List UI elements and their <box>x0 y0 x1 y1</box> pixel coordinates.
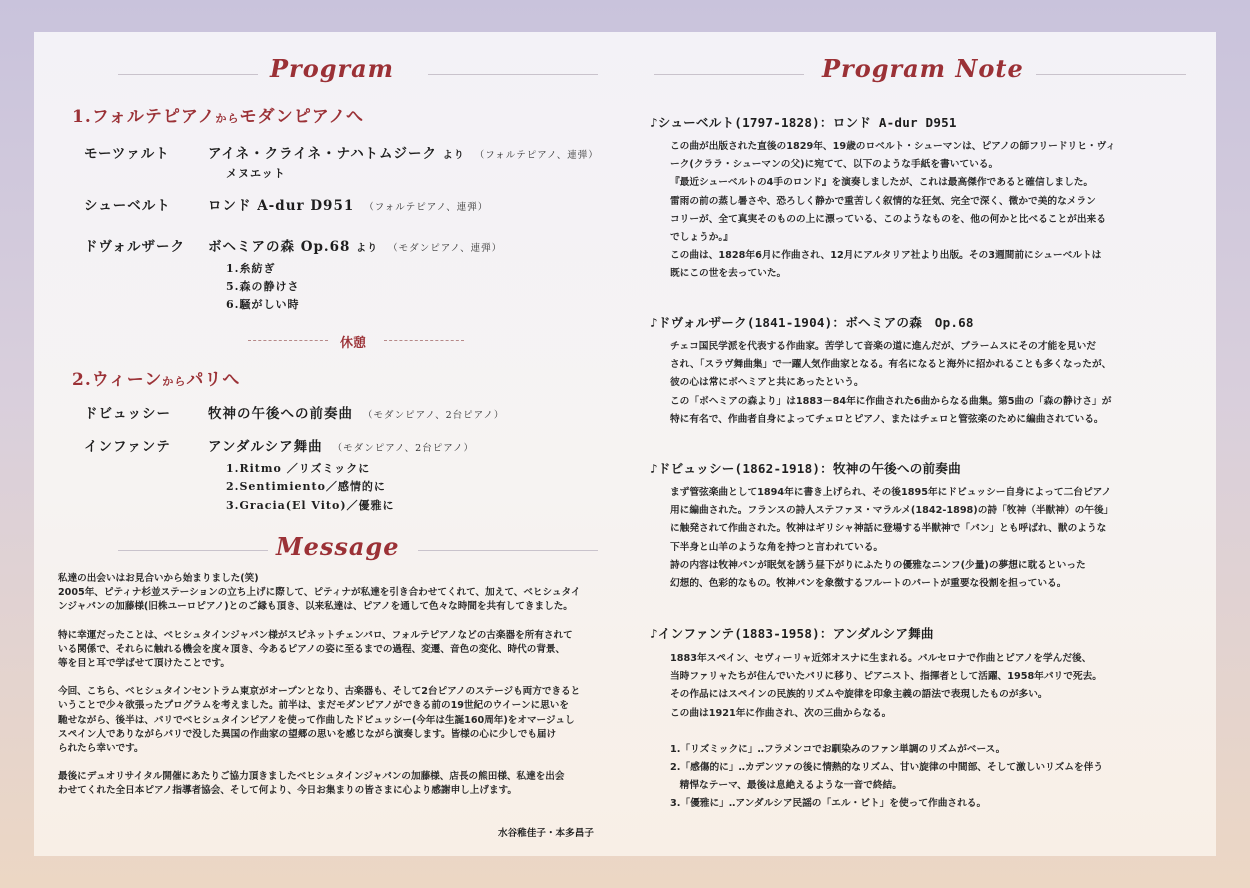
message-paragraph: 最後にデュオリサイタル開催にあたりご協力頂きましたベヒシュタインジャパンの加藤様、店長の熊田様、私達を出会 わせてくれた全日本ピアノ指導者協会、そして何より、今日お集まりの皆さまに心より感謝申し上げます。 <box>58 771 565 797</box>
note-body-schubert: この曲が出版された直後の1829年、19歳のロベルト・シューマンは、ピアノの師フリードリヒ・ヴィ ーク(クララ・シューマンの父)に宛てて、以下のような手紙を書いている。 『最近シューベルトの4手のロンド』を演奏しましたが、これは最高傑作であると確信しました。 雷雨の前の蒸し暑さや、恐ろしく静かで重苦しく叙情的な狂気、完全で深く、微かで美的なメラン コリーが、全て真実そのものの上に漂っている、このようなものを、他の何かと比べることが出来る でしょうか。』 この曲は、1828年6月に作曲され、12月にアルタリア社より出版。その3週間前にシューベルトは 既にこの世を去っていた。 <box>670 141 1116 280</box>
composer-debussy: ドビュッシー <box>84 406 171 422</box>
left-column <box>58 32 613 839</box>
program-note-heading: Program Note <box>822 54 1024 83</box>
message-body <box>58 572 613 813</box>
composer-infante: インファンテ <box>84 439 171 455</box>
movement-item: 2.Sentimiento／感情的に <box>226 480 386 493</box>
work-mozart: アイネ・クライネ・ナハトムジーク より （フォルテピアノ、連弾） <box>208 146 599 162</box>
divider-line <box>654 74 804 75</box>
note-title-debussy: ♪ドビュッシー(1862-1918)：牧神の午後への前奏曲 <box>650 461 961 476</box>
message-header <box>58 520 613 560</box>
movement-item: メヌエット <box>226 167 286 180</box>
brochure-panel <box>34 32 1216 856</box>
work-dvorak: ボヘミアの森 Op.68 より （モダンピアノ、連弾） <box>208 239 503 255</box>
note-title-schubert: ♪シューベルト(1797-1828)：ロンド A-dur D951 <box>650 115 957 130</box>
work-schubert: ロンド A-dur D951 （フォルテピアノ、連弾） <box>208 198 489 214</box>
divider-line <box>1036 74 1186 75</box>
divider-line <box>248 340 328 341</box>
movement-item: 3.Gracia(El Vito)／優雅に <box>226 499 395 512</box>
message-paragraph: 今回、こちら、ベヒシュタインセントラム東京がオープンとなり、古楽器も、そして2台ピアノのステージも両方できると いうことで少々欲張ったプログラムを考えました。前半は、まだモダンピアノができる前の19世紀のウイーンに思いを 馳せながら、後半は、パリでベヒシュタインピアノを使って作曲したドビュッシー(今年は生誕160周年)をオマージュし スペイン人でありながらパリで没した異国の作曲家の望郷の思いを感じながら演奏します。皆様の心に少しでも届け られたら幸いです。 <box>58 686 581 755</box>
movement-item: 1.Ritmo ／リズミックに <box>226 462 371 475</box>
composer-schubert: シューベルト <box>84 198 171 214</box>
note-body-debussy: まず管弦楽曲として1894年に書き上げられ、その後1895年にドビュッシー自身によって二台ピアノ 用に編曲された。フランスの詩人ステファヌ・マラルメ(1842-1898)の詩「牧神（半獣神）の午後」 に触発されて作曲された。牧神はギリシャ神話に登場する半獣神で「パン」とも呼ばれ、獣のような 下半身と山羊のような角を持つと言われている。 詩の内容は牧神パンが眠気を誘う昼下がりにふたりの優雅なニンフ(少量)の夢想に耽るといった 幻想的、色彩的なもの。牧神パンを象徴するフルートのパートが重要な役割を担っている。 <box>670 487 1114 590</box>
program-note-header <box>650 32 1190 83</box>
note-body-infante: 1883年スペイン、セヴィーリャ近郊オスナに生まれる。バルセロナで作曲とピアノを学んだ後、 当時ファリャたちが住んでいたパリに移り、ピアニスト、指揮者として活躍、1958年パリで死去。 その作品にはスペインの民族的リズムや旋律を印象主義の語法で表現したものが多い。 この曲は1921年に作曲され、次の三曲からなる。 1.「リズミックに」‥フラメンコでお馴染みのファン単調のリズムがベース。 2.「感傷的に」‥カデンツァの後に情熱的なリズム、甘い旋律の中間部、そして激しいリズムを伴う 精悍なテーマ、最後は息絶えるような一音で終結。 3.「優雅に」‥アンダルシア民謡の「エル・ビト」を使って作曲される。 <box>670 653 1104 810</box>
composer-dvorak: ドヴォルザーク <box>84 239 185 255</box>
divider-line <box>384 340 464 341</box>
right-column <box>650 32 1190 810</box>
work-infante: アンダルシア舞曲 （モダンピアノ、2台ピアノ） <box>208 439 474 455</box>
note-title-infante: ♪インファンテ(1883-1958)：アンダルシア舞曲 <box>650 626 934 641</box>
divider-line <box>428 74 598 75</box>
note-title-dvorak: ♪ドヴォルザーク(1841-1904)：ボヘミアの森 Op.68 <box>650 315 974 330</box>
movement-item: 1.糸紡ぎ <box>226 262 276 275</box>
program-heading: Program <box>270 54 395 83</box>
part2-title: 2.ウィーンからパリへ <box>72 370 241 390</box>
composer-mozart: モーツァルト <box>84 146 170 162</box>
intermission-label: 休憩 <box>340 336 367 351</box>
signature: 水谷稚佳子・本多昌子 <box>498 828 594 839</box>
movement-item: 5.森の静けさ <box>226 280 300 293</box>
part1-title: 1.フォルテピアノからモダンピアノへ <box>72 107 365 127</box>
message-heading: Message <box>276 532 400 561</box>
work-debussy: 牧神の午後への前奏曲 （モダンピアノ、2台ピアノ） <box>208 406 505 422</box>
divider-line <box>118 74 258 75</box>
message-paragraph: 特に幸運だったことは、ベヒシュタインジャパン様がスピネットチェンバロ、フォルテピアノなどの古楽器を所有されて いる関係で、それらに触れる機会を度々頂き、今あるピアノの姿に至るまでの過程、変遷、音色の変化、時代の背景、 等を目と耳で学ばせて頂けたことです。 <box>58 629 573 670</box>
program-header <box>58 32 613 83</box>
divider-line <box>118 550 268 551</box>
message-paragraph: 私達の出会いはお見合いから始まりました(笑) 2005年、ピティナ杉並ステーションの立ち上げに際して、ピティナが私達を引き合わせてくれて、加えて、ベヒシュタイ ンジャパンの加藤様(旧株ユーロピアノ)とのご縁も頂き、以来私達は、ピアノを通して色々な時間を共有してきました。 <box>58 573 581 613</box>
movement-item: 6.騒がしい時 <box>226 298 300 311</box>
note-body-dvorak: チェコ国民学派を代表する作曲家。苦学して音楽の道に進んだが、ブラームスにその才能を見いだ され、「スラヴ舞曲集」で一躍人気作曲家となる。有名になると海外に招かれることも多くなったが、 彼の心は常にボヘミアと共にあったという。 この「ボヘミアの森より」は1883－84年に作曲された6曲からなる曲集。第5曲の「森の静けさ」が 特に有名で、作曲者自身によってチェロとピアノ、またはチェロと管弦楽のために編曲されている。 <box>670 341 1112 425</box>
divider-line <box>418 550 598 551</box>
